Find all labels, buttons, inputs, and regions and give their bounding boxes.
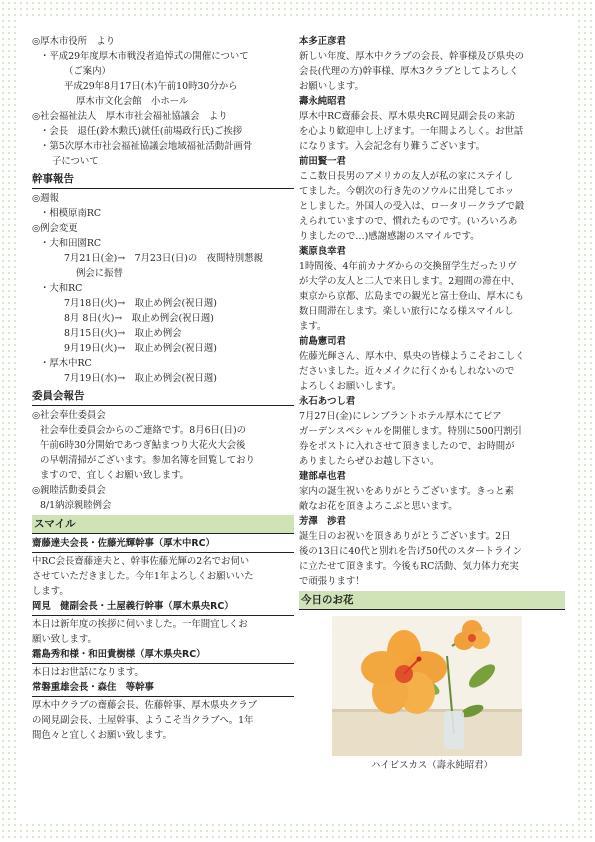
smile-speaker: 霜島秀和様・和田貴樹様（厚木県央RC） xyxy=(32,647,294,664)
smile-text-line: の岡見副会長、土屋幹事、ようこそ当クラブへ。1年 xyxy=(32,715,254,726)
smile-speaker: 岡見 健副会長・土屋義行幹事（厚木県央RC） xyxy=(32,599,294,616)
smile-text-line: ださいました。近々メイクに行くかもしれないので xyxy=(299,366,515,377)
text-line: 社会奉仕委員会からのご連絡です。8月6日(日)の xyxy=(40,425,246,436)
notices-block xyxy=(32,34,294,169)
smile-text-line: としました。外国人の受入は、ロータリークラブで鍛 xyxy=(299,201,525,212)
smile-list xyxy=(32,536,294,743)
smile-member-name: 芳澤 渉君 xyxy=(299,516,346,527)
right-column xyxy=(299,34,565,773)
smile-text-line: 本日はお世話になります。 xyxy=(32,667,144,678)
smile-member-name: 建部卓也君 xyxy=(299,471,346,482)
smile-text-line: を心より歓迎申し上げます。一年間よろしく。お世話 xyxy=(299,126,524,137)
smile-text-line: します。 xyxy=(32,586,69,597)
smile-text-line: えられていますので、慣れたものです。(いろいろあ xyxy=(299,216,518,227)
smile-text-line: りましたので…)感謝感謝のスマイルです。 xyxy=(299,231,480,242)
text-line: ◎厚木市役所 より xyxy=(32,36,116,47)
smile-text-line: になります。入会記念有り難うございます。 xyxy=(299,141,485,152)
smile-member-name: 永石あつし君 xyxy=(299,396,356,407)
smile-text-line: 東京から京都、広島までの観光と富士登山、厚木にも xyxy=(299,291,525,302)
smile-text-line: 佐藤光輝さん、厚木中、県央の皆様ようこそおこしく xyxy=(299,351,525,362)
text-line: （ご案内） xyxy=(64,66,111,77)
text-line: 8/1納涼親睦例会 xyxy=(40,500,112,511)
text-line: ・厚木中RC xyxy=(40,358,92,369)
text-line: の早朝清掃がございます。参加名簿を回覧しており xyxy=(40,455,255,466)
text-line: ◎例会変更 xyxy=(32,223,78,234)
text-line: 8月15日(火)→ 取止め例会 xyxy=(64,328,182,339)
smile-text-line: お願いします。 xyxy=(299,81,364,92)
smile-text-line: 厚木中RC齋藤会長、厚木県央RC岡見副会長の来訪 xyxy=(299,111,515,122)
smile-text-line: ありましたらぜひお越し下さい。 xyxy=(299,456,440,467)
smile-text-line: てました。今朝次の行き先のソウルに出発してホッ xyxy=(299,186,515,197)
text-line: 午前6時30分開始であつぎ鮎まつり大花火大会後 xyxy=(40,440,246,451)
smile-text-line: 7月27日(金)にレンブラントホテル厚木にてビア xyxy=(299,411,502,422)
smile-text-line: で頑張ります！ xyxy=(299,576,365,587)
text-line: ますので、宜しくお願い致します。 xyxy=(40,470,190,481)
section-title-flower: 今日のお花 xyxy=(299,591,565,610)
page-content xyxy=(18,18,577,824)
smile-text-line: 1時間後、4年前カナダからの交換留学生だったリヴ xyxy=(299,261,517,272)
smile-text-line: 厚木中クラブの齋藤会長、佐藤幹事、厚木県央クラブ xyxy=(32,700,258,711)
smile-member-name: 本多正彦君 xyxy=(299,36,346,47)
text-line: ・会長 退任(鈴木勲氏)就任(前場政行氏)ご挨拶 xyxy=(40,126,243,137)
smile-entries xyxy=(299,34,565,589)
text-line: ・大和田園RC xyxy=(40,238,102,249)
text-line: ◎週報 xyxy=(32,193,59,204)
text-line: 平成29年8月17日(木)午前10時30分から xyxy=(64,81,238,92)
smile-text-line: 券をポストに入れさせて頂きましたので、お時間が xyxy=(299,441,515,452)
text-line: ◎親睦活動委員会 xyxy=(32,485,106,496)
text-line: 8月 8日(火)→ 取止め例会(祝日週) xyxy=(64,313,214,324)
smile-text-line: 中RC会長齋藤達夫と、幹事佐藤光輝の2名でお伺い xyxy=(32,556,250,567)
section-title-iinkai: 委員会報告 xyxy=(32,388,294,406)
text-line: 9月19日(火)→ 取止め例会(祝日週) xyxy=(64,343,217,354)
smile-text-line: 本日は新年度の挨拶に伺いました。一年間宜しくお xyxy=(32,619,248,630)
text-line: 7月21日(金)→ 7月23日(日)の 夜間特別懇親 xyxy=(64,253,263,264)
text-line: 7月19日(水)→ 取止め例会(祝日週) xyxy=(64,373,217,384)
smile-text-line: 家内の誕生祝いをありがとうございます。きっと素 xyxy=(299,486,514,497)
text-line: ・大和RC xyxy=(40,283,83,294)
smile-member-name: 前島憲司君 xyxy=(299,336,346,347)
text-line: 子について xyxy=(52,156,99,167)
left-column xyxy=(32,34,294,743)
smile-text-line: ガーデンスペシャルを開催します。特別に500円割引 xyxy=(299,426,522,437)
text-line: ・相模原南RC xyxy=(40,208,102,219)
smile-text-line: 間色々と宜しくお願い致します。 xyxy=(32,730,172,741)
smile-speaker: 齋藤達夫会長・佐藤光輝幹事（厚木中RC） xyxy=(32,536,294,553)
smile-member-name: 前田賢一君 xyxy=(299,156,346,167)
text-line: 例会に振替 xyxy=(76,268,123,279)
text-line: ・平成29年度厚木市戦没者追悼式の開催について xyxy=(40,51,249,62)
smile-text-line: ます。 xyxy=(299,321,327,332)
kanji-report-block xyxy=(32,191,294,386)
smile-text-line: 新しい年度、厚木中クラブの会長、幹事様及び県央の xyxy=(299,51,525,62)
text-line: ◎社会福祉法人 厚木市社会福祉協議会 より xyxy=(32,111,228,122)
smile-text-line: 後の13日に40代と別れを告げ50代のスタートライン xyxy=(299,546,523,557)
flower-photo xyxy=(332,616,522,756)
smile-text-line: 会長(代理の方)幹事様、厚木3クラブとしてよろしく xyxy=(299,66,519,77)
committee-report-block xyxy=(32,408,294,513)
smile-text-line: 敵なお花を頂きよろこぶと思います。 xyxy=(299,501,458,512)
smile-text-line: ここ数日長男のアメリカの友人が私の家にステイし xyxy=(299,171,514,182)
text-line: 7月18日(火)→ 取止め例会(祝日週) xyxy=(64,298,217,309)
smile-text-line: 数日間滞在します。楽しい旅行になる様スマイルし xyxy=(299,306,514,317)
hibiscus-image xyxy=(332,616,522,756)
smile-text-line: よろしくお願いします。 xyxy=(299,381,402,392)
text-line: ・第5次厚木市社会福祉協議会地域福祉活動計画骨 xyxy=(40,141,253,152)
text-line: 厚木市文化会館 小ホール xyxy=(76,96,189,107)
text-line: ◎社会奉仕委員会 xyxy=(32,410,106,421)
flower-caption: ハイビスカス（壽永純昭君） xyxy=(371,760,493,771)
section-title-smile: スマイル xyxy=(32,515,294,534)
smile-text-line: させていただきました。今年1年よろしくお願いいた xyxy=(32,571,254,582)
smile-text-line: 誕生日のお祝いを頂きありがとうございます。2日 xyxy=(299,531,511,542)
smile-text-line: に立たせて頂きます。今後もRC活動、気力体力充実 xyxy=(299,561,519,572)
smile-text-line: が大学の友人と二人で来日します。2週間の滞在中、 xyxy=(299,276,520,287)
smile-text-line: 願い致します。 xyxy=(32,634,97,645)
smile-speaker: 常磐重雄会長・森住 等幹事 xyxy=(32,680,294,697)
section-title-kanji: 幹事報告 xyxy=(32,171,294,189)
smile-member-name: 薬原良幸君 xyxy=(299,246,346,257)
smile-member-name: 壽永純昭君 xyxy=(299,96,346,107)
